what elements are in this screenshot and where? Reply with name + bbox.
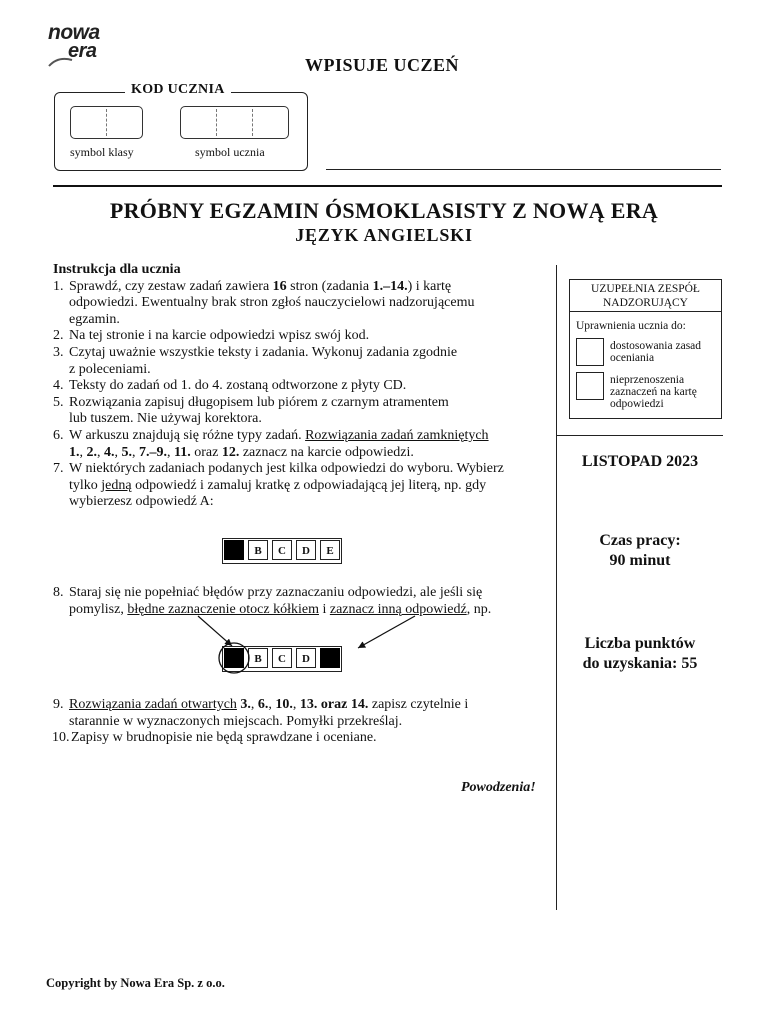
instructions-heading: Instrukcja dla ucznia [53, 262, 181, 277]
instructions [53, 262, 543, 511]
supervisor-heading: UZUPEŁNIA ZESPÓŁ NADZORUJĄCY [570, 280, 721, 312]
supervisor-box [569, 279, 722, 419]
instruction-item: 3. Czytaj uważnie wszystkie teksty i zadania. Wykonuj zadania zgodnie z poleceniami. [53, 344, 458, 377]
uprawnienia-label: Uprawnienia ucznia do: [576, 320, 686, 332]
good-luck-text: Powodzenia! [461, 780, 536, 795]
answer-box: E [320, 540, 340, 560]
right-column-rule [557, 435, 723, 436]
instruction-item: 6. W arkuszu znajdują się różne typy zadań. Rozwiązania zadań zamkniętych 1., 2., 4., 5., 7.–9., 11. oraz 12. zaznacz na karcie odpowiedzi. [53, 427, 489, 460]
instructions-final [53, 697, 543, 747]
instruction-item: 5. Rozwiązania zapisuj długopisem lub piórem z czarnym atramentem lub tuszem. Nie używaj korektora. [53, 394, 449, 427]
dostosowanie-checkbox[interactable] [576, 338, 604, 366]
instruction-item: 8. Staraj się nie popełniać błędów przy zaznaczaniu odpowiedzi, ale jeśli się pomylisz, błędne zaznaczenie otocz kółkiem i zaznacz inną odpowiedź, np. [53, 585, 492, 617]
example-answer-row [222, 538, 342, 564]
header-divider [53, 185, 722, 187]
dostosowanie-label: dostosowania zasad oceniania [610, 340, 702, 364]
instruction-item: 2. Na tej stronie i na karcie odpowiedzi wpisz swój kod. [53, 328, 370, 344]
instruction-item: 4. Teksty do zadań od 1. do 4. zostaną odtworzone z płyty CD. [53, 378, 407, 394]
instruction-item: 9. Rozwiązania zadań otwartych 3., 6., 10., 13. oraz 14. zapisz czytelnie i starannie w wyznaczonych miejscach. Pomyłki przekreślaj. [53, 697, 469, 729]
exam-title: PRÓBNY EGZAMIN ÓSMOKLASISTY Z NOWĄ ERĄ [109, 198, 659, 223]
answer-box: C [272, 648, 292, 668]
liczba-punktow-value: do uzyskania: 55 [582, 655, 698, 672]
symbol-ucznia-field[interactable] [180, 106, 289, 139]
answer-box: D [296, 648, 316, 668]
logo-line1: nowa [48, 21, 100, 44]
instruction-item: 7. W niektórych zadaniach podanych jest kilka odpowiedzi do wyboru. Wybierz tylko jedną odpowiedź i zamaluj kratkę z odpowiadającą jej literą, np. gdy wybierzesz odpowiedź A: [53, 461, 504, 510]
logo-line2: era [68, 40, 97, 62]
copyright: Copyright by Nowa Era Sp. z o.o. [46, 976, 225, 990]
nieprzenoszenie-label: nieprzenoszenia zaznaczeń na kartę odpowiedzi [610, 374, 697, 410]
czas-pracy-value: 90 minut [609, 552, 671, 569]
logo-swoosh-icon [46, 22, 116, 68]
czas-pracy-label: Czas pracy: [599, 532, 681, 549]
answer-box-filled [224, 540, 244, 560]
nieprzenoszenie-checkbox[interactable] [576, 372, 604, 400]
nowa-era-logo [46, 22, 116, 68]
name-line[interactable] [326, 169, 721, 170]
instruction-item: 10. Zapisy w brudnopisie nie będą sprawdzane i oceniane. [52, 730, 377, 746]
kod-ucznia-label: KOD UCZNIA [125, 82, 231, 98]
instruction-item: 1. Sprawdź, czy zestaw zadań zawiera 16 stron (zadania 1.–14.) i kartę odpowiedzi. Ewentualny brak stron zgłoś nauczycielowi nadzorującemu egzamin. [53, 278, 475, 327]
answer-box-filled [320, 648, 340, 668]
liczba-punktow-label: Liczba punktów [584, 635, 696, 652]
wpisuje-uczen-heading: WPISUJE UCZEŃ [305, 55, 460, 75]
answer-box: D [296, 540, 316, 560]
answer-box: B [248, 648, 268, 668]
symbol-klasy-field[interactable] [70, 106, 143, 139]
symbol-ucznia-label: symbol ucznia [195, 145, 265, 159]
correction-circle-icon [217, 641, 251, 675]
exam-date: LISTOPAD 2023 [581, 453, 699, 470]
answer-box: B [248, 540, 268, 560]
right-column-divider [556, 265, 557, 910]
answer-box: C [272, 540, 292, 560]
symbol-klasy-label: symbol klasy [70, 145, 134, 159]
exam-subject: JĘZYK ANGIELSKI [295, 225, 473, 245]
